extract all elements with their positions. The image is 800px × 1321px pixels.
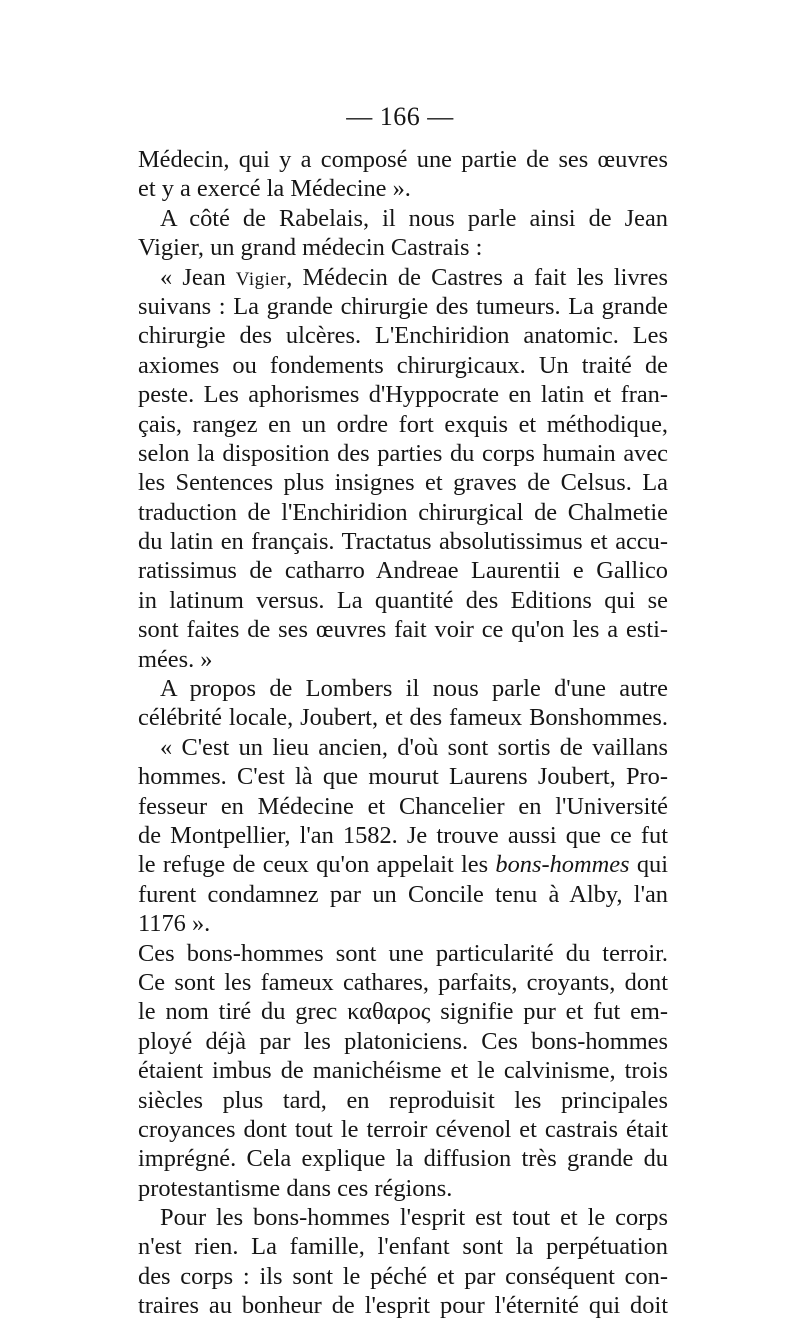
text-line: A propos de Lombers il nous parle d'une autre	[160, 675, 668, 703]
text-line: n'est rien. La famille, l'enfant sont la perpétuation	[138, 1233, 668, 1261]
text-line: de Montpellier, l'an 1582. Je trouve aussi que ce fut	[138, 821, 668, 849]
text-line: peste. Les aphorismes d'Hyppocrate en latin et fran-	[138, 381, 668, 409]
text-line: des corps : ils sont le péché et par conséquent con-	[138, 1262, 668, 1290]
text-line: étaient imbus de manichéisme et le calvinisme, trois	[138, 1057, 668, 1085]
text-line: chirurgie des ulcères. L'Enchiridion anatomic. Les	[138, 322, 668, 350]
text-line: traduction de l'Enchiridion chirurgical de Chalmetie	[138, 498, 668, 526]
text-line: célébrité locale, Joubert, et des fameux Bonshommes.	[138, 704, 668, 732]
text-line: Vigier, un grand médecin Castrais :	[138, 234, 483, 262]
text-line	[138, 850, 668, 879]
text-line: ployé déjà par les platoniciens. Ces bons-hommes	[138, 1027, 668, 1055]
text-line: selon la disposition des parties du corps humain avec	[138, 439, 668, 467]
text-line: hommes. C'est là que mourut Laurens Joubert, Pro-	[138, 763, 668, 791]
italic-term: bons-hommes	[495, 851, 630, 879]
text-segment: « Jean	[160, 263, 236, 291]
page-number: — 166 —	[346, 102, 454, 131]
text-line	[138, 263, 668, 292]
body-text	[138, 145, 668, 1321]
text-line: ratissimus de catharro Andreae Laurentii e Gallico	[138, 557, 668, 585]
text-line: çais, rangez en un ordre fort exquis et méthodique,	[138, 410, 668, 438]
text-line: le nom tiré du grec καθαρος signifie pur et fut em-	[138, 998, 668, 1026]
text-line: suivans : La grande chirurgie des tumeurs. La grande	[138, 292, 668, 320]
text-line: fesseur en Médecine et Chancelier en l'Université	[138, 792, 668, 820]
text-line: mées. »	[138, 645, 213, 673]
small-caps-name: Vigier	[235, 268, 287, 290]
text-line: A côté de Rabelais, il nous parle ainsi de Jean	[160, 204, 668, 232]
text-line: les Sentences plus insignes et graves de Celsus. La	[138, 469, 668, 497]
text-line: protestantisme dans ces régions.	[138, 1174, 453, 1202]
text-line: Médecin, qui y a composé une partie de ses œuvres	[138, 146, 668, 173]
text-line: Pour les bons-hommes l'esprit est tout et le corps	[160, 1204, 668, 1232]
text-line: croyances dont tout le terroir cévenol et castrais était	[138, 1115, 668, 1143]
text-line: 1176 ».	[138, 910, 211, 938]
text-segment: qui	[629, 851, 668, 879]
text-line: traires au bonheur de l'esprit pour l'éternité qui doit	[138, 1292, 668, 1320]
text-line: furent condamnez par un Concile tenu à Alby, l'an	[138, 880, 668, 908]
text-line: in latinum versus. La quantité des Editions qui se	[138, 586, 668, 614]
text-line: du latin en français. Tractatus absolutissimus et accu-	[138, 528, 668, 556]
text-line: siècles plus tard, en reproduisit les principales	[138, 1086, 668, 1114]
text-line: imprégné. Cela explique la diffusion très grande du	[138, 1145, 668, 1173]
text-line: Ce sont les fameux cathares, parfaits, croyants, dont	[138, 968, 668, 996]
text-line: Ces bons-hommes sont une particularité du terroir.	[138, 939, 668, 967]
text-line: axiomes ou fondements chirurgicaux. Un traité de	[138, 351, 668, 379]
text-line: et y a exercé la Médecine ».	[138, 175, 411, 203]
text-segment: le refuge de ceux qu'on appelait les	[138, 851, 496, 879]
text-line: « C'est un lieu ancien, d'où sont sortis de vaillans	[160, 733, 668, 761]
text-line: sont faites de ses œuvres fait voir ce qu'on les a esti-	[138, 616, 668, 644]
text-segment: , Médecin de Castres a fait les livres	[286, 263, 668, 291]
